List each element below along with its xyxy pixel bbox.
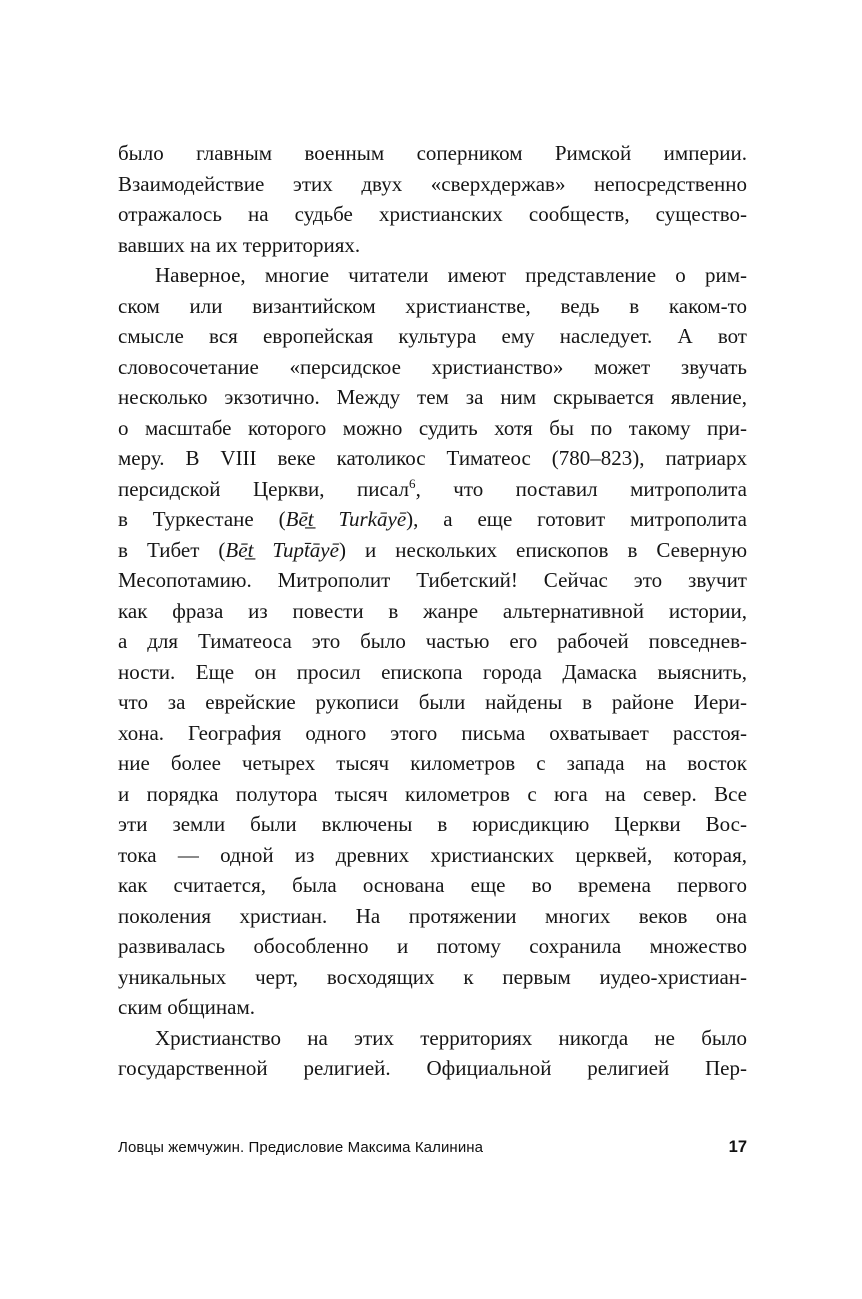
text-run: Наверное, многие читатели имеют представление о рим- [155,263,747,287]
text-run: ским общинам. [118,995,255,1019]
text-line [118,535,747,566]
paragraph [118,1023,747,1084]
text-line [118,931,747,962]
text-line [118,992,747,1023]
text-line [118,199,747,230]
page-text [118,138,747,1084]
text-line [118,474,747,505]
text-line [118,1053,747,1084]
text-line [118,870,747,901]
text-run: уникальных черт, восходящих к первым иудео-христиан- [118,964,747,989]
text-line [118,413,747,444]
page-number: 17 [728,1138,747,1156]
text-line [118,443,747,474]
text-run: тока — одной из древних христианских церквей, которая, [118,842,747,867]
text-line [118,840,747,871]
text-run: в Туркестане ( [118,507,286,531]
text-run: Месопотамию. Митрополит Тибетский! Сейчас это звучит [118,568,747,592]
text-run: эти земли были включены в юрисдикцию Церкви Вос- [118,812,747,836]
text-run: как считается, была основана еще во времена первого [118,873,747,897]
text-run: ), а еще готовит митрополита [406,507,747,531]
text-line [118,748,747,779]
text-line [118,809,747,840]
text-run: смысле вся европейская культура ему наследует. А вот [118,324,747,348]
text-run: Взаимодействие этих двух «сверхдержав» непосредственно [118,171,747,196]
text-line [118,901,747,932]
text-line [118,657,747,688]
text-line [118,626,747,657]
text-line [118,260,747,291]
text-run: персидской Церкви, писал [118,476,410,501]
transliteration-term: Bēt̲ Turkāyē [285,507,407,531]
text-run: словосочетание «персидское христианство» может звучать [118,354,747,379]
text-run: государственной религией. Официальной религией Пер- [118,1056,747,1080]
text-line [118,321,747,352]
text-line [118,169,747,200]
text-run: в Тибет ( [118,537,226,562]
text-run: ском или византийском христианстве, ведь в каком-то [118,293,747,318]
text-line [118,138,747,169]
text-line [118,352,747,383]
text-run: меру. В VIII веке католикос Тиматеос (780–823), патриарх [118,446,747,470]
text-run: ние более четырех тысяч километров с запада на восток [118,751,747,775]
text-run: о масштабе которого можно судить хотя бы по такому при- [118,415,747,440]
footnote-reference: 6 [409,475,416,491]
text-run: ) и нескольких епископов в Северную [338,537,748,562]
running-title: Ловцы жемчужин. Предисловие Максима Калинина [118,1139,484,1156]
text-line [118,718,747,749]
text-run: ности. Еще он просил епископа города Дамаска выяснить, [118,659,747,684]
text-line [118,291,747,322]
text-run: хона. География одного этого письма охватывает расстоя- [118,720,747,745]
text-run: вавших на их территориях. [118,232,361,257]
text-line [118,687,747,718]
text-line [118,382,747,413]
text-line [118,230,747,261]
page-footer [118,1138,747,1157]
text-run: было главным военным соперником Римской империи. [118,141,747,165]
text-run: Христианство на этих территориях никогда не было [155,1025,747,1050]
text-line [118,1023,747,1054]
text-run: что за еврейские рукописи были найдены в районе Иери- [118,690,747,714]
text-line [118,779,747,810]
text-line [118,565,747,596]
text-run: развивалась обособленно и потому сохранила множество [118,934,747,958]
paragraph [118,260,747,1023]
text-run: поколения христиан. На протяжении многих веков она [118,903,747,928]
text-line [118,962,747,993]
text-run: отражалось на судьбе христианских сообществ, существо- [118,202,747,226]
text-run: несколько экзотично. Между тем за ним скрывается явление, [118,385,747,409]
paragraph [118,138,747,260]
text-line [118,504,747,535]
text-run: а для Тиматеоса это было частью его рабочей повседнев- [118,629,747,653]
text-line [118,596,747,627]
text-run: как фраза из повести в жанре альтернативной истории, [118,598,747,623]
text-run: , что поставил митрополита [415,476,747,501]
transliteration-term: Bēt̲ Tupt̄āyē [225,537,339,562]
text-run: и порядка полутора тысяч километров с юга на север. Все [118,781,747,806]
